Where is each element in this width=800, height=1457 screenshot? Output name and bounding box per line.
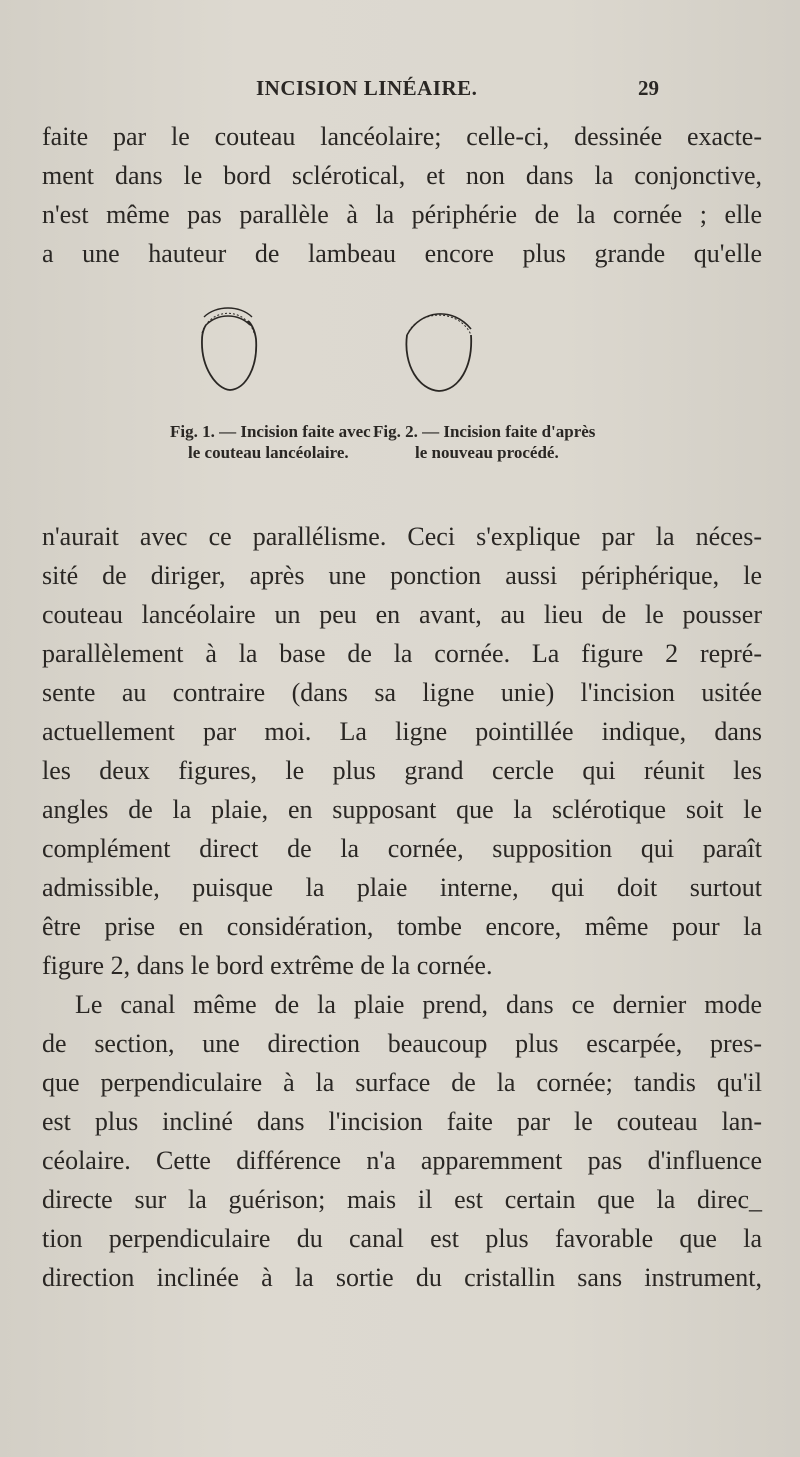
text-line: être prise en considération, tombe encore, même pour la	[42, 912, 762, 941]
text-line: n'est même pas parallèle à la périphérie de la cornée ; elle	[42, 200, 762, 229]
running-head	[0, 76, 800, 108]
text-line: admissible, puisque la plaie interne, qui doit surtout	[42, 873, 762, 902]
figures	[0, 295, 800, 505]
text-line: que perpendiculaire à la surface de la cornée; tandis qu'il	[42, 1068, 762, 1097]
text-line: directe sur la guérison; mais il est certain que la direc_	[42, 1185, 762, 1214]
text-line: de section, une direction beaucoup plus escarpée, pres-	[42, 1029, 762, 1058]
text-line: couteau lancéolaire un peu en avant, au lieu de le pousser	[42, 600, 762, 629]
figure-1-caption-line: le couteau lancéolaire.	[188, 443, 349, 462]
figure-1-caption-line: Fig. 1. — Incision faite avec	[170, 422, 371, 441]
text-line: tion perpendiculaire du canal est plus favorable que la	[42, 1224, 762, 1253]
figure-2-cornea-outline	[406, 335, 471, 391]
text-line: a une hauteur de lambeau encore plus grande qu'elle	[42, 239, 762, 268]
text-line: complément direct de la cornée, supposition qui paraît	[42, 834, 762, 863]
figure-2-cornea-diagram	[393, 295, 483, 407]
figure-1-incision-line	[204, 308, 252, 325]
page-number: 29	[638, 76, 659, 100]
paragraph-top	[42, 117, 762, 273]
text-line: parallèlement à la base de la cornée. La figure 2 repré-	[42, 639, 762, 668]
text-line: figure 2, dans le bord extrême de la cornée.	[42, 951, 493, 980]
text-line: faite par le couteau lancéolaire; celle-ci, dessinée exacte-	[42, 122, 762, 151]
text-line: ment dans le bord sclérotical, et non dans la conjonctive,	[42, 161, 762, 190]
text-line: sente au contraire (dans sa ligne unie) l'incision usitée	[42, 678, 762, 707]
running-title: INCISION LINÉAIRE.	[256, 76, 478, 100]
paragraph-main	[42, 517, 762, 1297]
figure-2-caption-line: Fig. 2. — Incision faite d'après	[373, 422, 596, 441]
figure-2-caption	[373, 421, 595, 463]
figure-2-dotted-circle	[407, 315, 471, 335]
text-line: angles de la plaie, en supposant que la sclérotique soit le	[42, 795, 762, 824]
text-line: direction inclinée à la sortie du cristallin sans instrument,	[42, 1263, 762, 1292]
text-line: est plus incliné dans l'incision faite par le couteau lan-	[42, 1107, 762, 1136]
text-line: n'aurait avec ce parallélisme. Ceci s'explique par la néces-	[42, 522, 762, 551]
text-line: sité de diriger, après une ponction aussi périphérique, le	[42, 561, 762, 590]
figure-2-caption-line: le nouveau procédé.	[415, 443, 559, 462]
text-line: actuellement par moi. La ligne pointillée indique, dans	[42, 717, 762, 746]
figure-1-cornea-diagram	[188, 295, 268, 407]
text-line: Le canal même de la plaie prend, dans ce dernier mode	[75, 990, 762, 1019]
text-line: les deux figures, le plus grand cercle qui réunit les	[42, 756, 762, 785]
figure-1-cornea-outline	[202, 321, 256, 390]
text-line: céolaire. Cette différence n'a apparemment pas d'influence	[42, 1146, 762, 1175]
figure-1-caption	[170, 421, 371, 463]
figure-2-incision-line	[407, 314, 471, 335]
